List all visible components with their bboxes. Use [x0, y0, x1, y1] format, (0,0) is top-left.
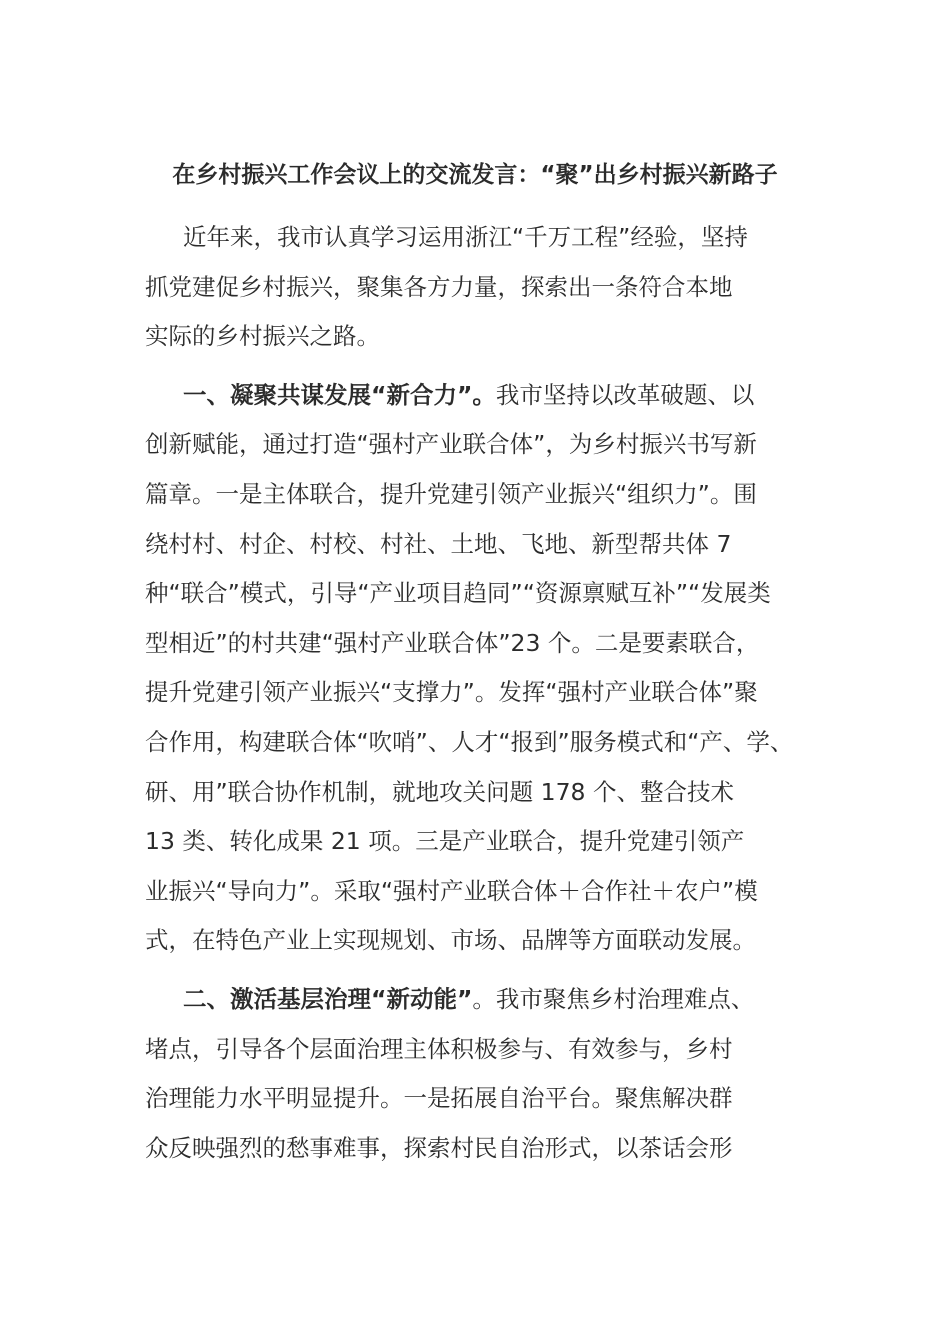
text-run: 我市坚持以改革破题、以: [495, 380, 755, 409]
text-line: 堵点，引导各个层面治理主体积极参与、有效参与，乡村: [145, 1034, 733, 1063]
text-line: 研、用”联合协作机制，就地攻关问题 178 个、整合技术: [145, 777, 734, 806]
text-line: 绕村村、村企、村校、村社、土地、飞地、新型帮共体 7: [145, 529, 732, 558]
text-line: [145, 975, 825, 1025]
text-line: 创新赋能，通过打造“强村产业联合体”，为乡村振兴书写新: [145, 430, 757, 459]
text-line: 业振兴“导向力”。采取“强村产业联合体＋合作社＋农户”模: [145, 876, 758, 905]
text-line: 合作用，构建联合体“吹哨”、人才“报到”服务模式和“产、学、: [145, 727, 794, 756]
text-line: [145, 371, 825, 421]
paragraph-section-two: [145, 975, 825, 1173]
text-run: 。我市聚焦乡村治理难点、: [472, 984, 755, 1013]
text-line: 种“联合”模式，引导“产业项目趋同”“资源禀赋互补”“发展类: [145, 579, 771, 608]
text-line: 型相近”的村共建“强村产业联合体”23 个。二是要素联合，: [145, 628, 760, 657]
text-line: 治理能力水平明显提升。一是拓展自治平台。聚焦解决群: [145, 1084, 733, 1113]
text-line: 篇章。一是主体联合，提升党建引领产业振兴“组织力”。围: [145, 479, 757, 508]
paragraph-intro: [145, 213, 825, 362]
text-line: 近年来，我市认真学习运用浙江“千万工程”经验，坚持: [183, 223, 748, 251]
document-title: 在乡村振兴工作会议上的交流发言：“聚”出乡村振兴新路子: [172, 162, 778, 188]
document-body: [145, 213, 825, 1173]
text-line: 抓党建促乡村振兴，聚集各方力量，探索出一条符合本地: [145, 272, 733, 301]
text-line: 13 类、转化成果 21 项。三是产业联合，提升党建引领产: [145, 827, 745, 856]
section-heading: 二、激活基层治理“新动能”: [183, 984, 473, 1013]
text-line: 实际的乡村振兴之路。: [145, 322, 380, 351]
text-line: 提升党建引领产业振兴“支撑力”。发挥“强村产业联合体”聚: [145, 678, 758, 707]
section-heading: 一、凝聚共谋发展“新合力”。: [183, 380, 496, 409]
text-line: 式，在特色产业上实现规划、市场、品牌等方面联动发展。: [145, 926, 756, 955]
paragraph-section-one: [145, 371, 825, 966]
text-line: 众反映强烈的愁事难事，探索村民自治形式，以茶话会形: [145, 1133, 733, 1162]
